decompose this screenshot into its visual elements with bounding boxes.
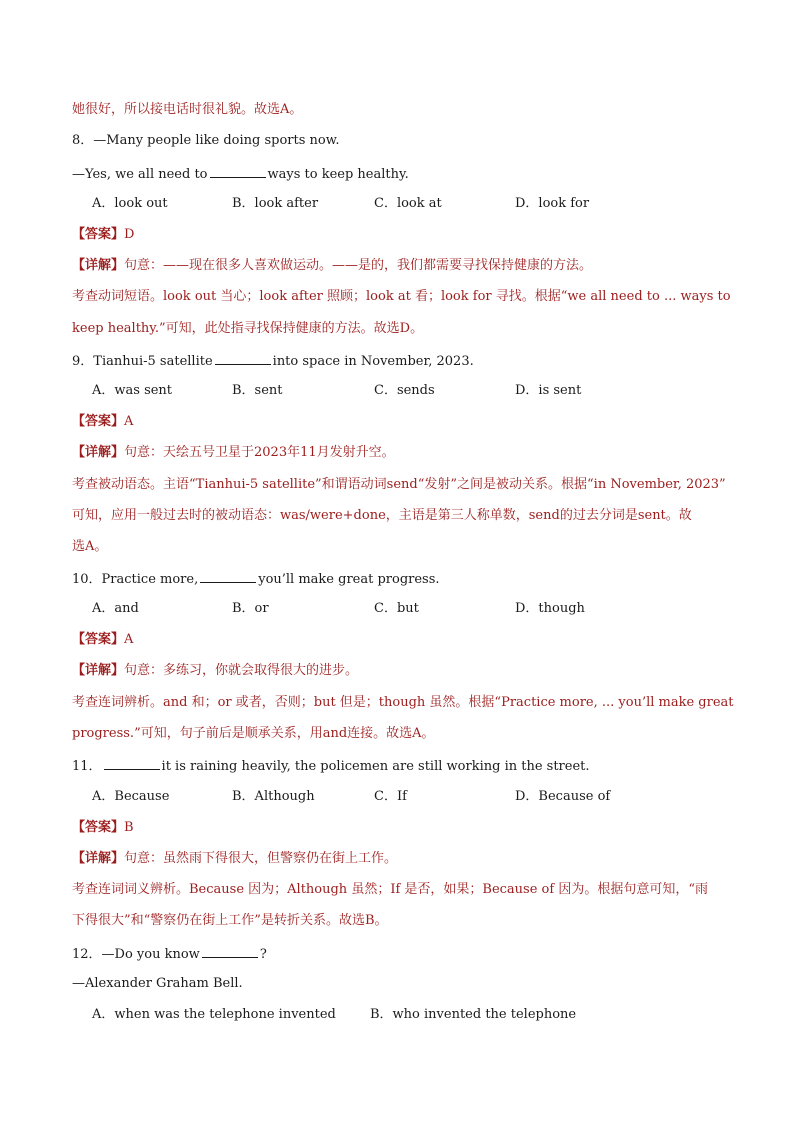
q10-explanation-2: 考查连词辨析。and 和；or 或者，否则；but 但是；though 虽然。根据“Practice more, ... you’ll make great bbox=[72, 695, 734, 710]
q8-option-d: D．look for bbox=[515, 196, 590, 211]
q12-blank bbox=[202, 944, 258, 958]
q8-explanation-2: 考查动词短语。look out 当心；look after 照顾；look at 看；look for 寻找。根据“we all need to ... ways to bbox=[72, 289, 731, 304]
q11-explanation-2: 考查连词词义辨析。Because 因为；Although 虽然；If 是否，如果；Because of 因为。根据句意可知，“雨 bbox=[72, 882, 708, 897]
q8-option-a: A．look out bbox=[92, 196, 168, 211]
q10-explanation-3: progress.”可知，句子前后是顺承关系，用and连接。故选A。 bbox=[72, 726, 435, 741]
q11-answer: 【答案】B bbox=[72, 820, 134, 835]
q10-explanation: 【详解】句意：多练习，你就会取得很大的进步。 bbox=[72, 663, 359, 678]
q12-stem: 12．—Do you know ? bbox=[72, 944, 267, 964]
explanation-label: 【详解】 bbox=[72, 258, 125, 273]
q9-option-d: D．is sent bbox=[515, 383, 582, 398]
q9-explanation-3: 可知，应用一般过去时的被动语态：was/were+done，主语是第三人称单数，send的过去分词是sent。故 bbox=[72, 508, 692, 523]
q8-option-c: C．look at bbox=[374, 196, 442, 211]
q8-line2-post: ways to keep healthy. bbox=[267, 167, 409, 182]
q9-explanation-4: 选A。 bbox=[72, 539, 108, 554]
q11-explanation-3: 下得很大”和“警察仍在街上工作”是转折关系。故选B。 bbox=[72, 913, 388, 928]
q11-option-c: C．If bbox=[374, 789, 407, 804]
q9-option-a: A．was sent bbox=[92, 383, 173, 398]
q8-answer bbox=[72, 226, 134, 244]
q10-option-a: A．and bbox=[92, 601, 139, 616]
q12-option-a: A．when was the telephone invented bbox=[92, 1007, 336, 1022]
q10-option-c: C．but bbox=[374, 601, 419, 616]
q11-explanation: 【详解】句意：虽然雨下得很大，但警察仍在街上工作。 bbox=[72, 851, 398, 866]
q8-stem-line2 bbox=[72, 164, 409, 184]
q11-stem: 11． it is raining heavily, the policemen are still working in the street. bbox=[72, 756, 590, 776]
q12-option-b: B．who invented the telephone bbox=[370, 1007, 577, 1022]
q11-option-b: B．Although bbox=[232, 789, 315, 804]
q10-option-d: D．though bbox=[515, 601, 585, 616]
q8-stem: 8．—Many people like doing sports now. bbox=[72, 133, 340, 148]
q10-option-b: B．or bbox=[232, 601, 269, 616]
q10-blank bbox=[200, 569, 256, 583]
answer-label: 【答案】 bbox=[72, 227, 125, 242]
q8-explanation: 【详解】句意：——现在很多人喜欢做运动。——是的，我们都需要寻找保持健康的方法。 bbox=[72, 258, 593, 273]
q11-option-d: D．Because of bbox=[515, 789, 611, 804]
q9-stem: 9．Tianhui-5 satellite into space in November, 2023. bbox=[72, 351, 474, 371]
q9-option-b: B．sent bbox=[232, 383, 283, 398]
answer-value: D bbox=[124, 227, 135, 242]
q8-blank bbox=[210, 164, 266, 178]
q9-explanation-2: 考查被动语态。主语“Tianhui-5 satellite”和谓语动词send“发射”之间是被动关系。根据“in November, 2023” bbox=[72, 477, 726, 492]
q12-stem-line2: —Alexander Graham Bell. bbox=[72, 976, 243, 991]
q9-explanation: 【详解】句意：天绘五号卫星于2023年11月发射升空。 bbox=[72, 445, 395, 460]
q8-explanation-3: keep healthy.”可知，此处指寻找保持健康的方法。故选D。 bbox=[72, 321, 424, 336]
q8-line2-pre: —Yes, we all need to bbox=[72, 167, 208, 182]
intro-line: 她很好，所以接电话时很礼貌。故选A。 bbox=[72, 102, 303, 117]
q9-option-c: C．sends bbox=[374, 383, 435, 398]
q9-blank bbox=[215, 351, 271, 365]
q11-blank bbox=[104, 756, 160, 770]
q8-option-b: B．look after bbox=[232, 196, 319, 211]
q10-answer: 【答案】A bbox=[72, 632, 134, 647]
q9-answer: 【答案】A bbox=[72, 414, 134, 429]
q11-option-a: A．Because bbox=[92, 789, 170, 804]
q10-stem: 10．Practice more, you’ll make great progress. bbox=[72, 569, 440, 589]
